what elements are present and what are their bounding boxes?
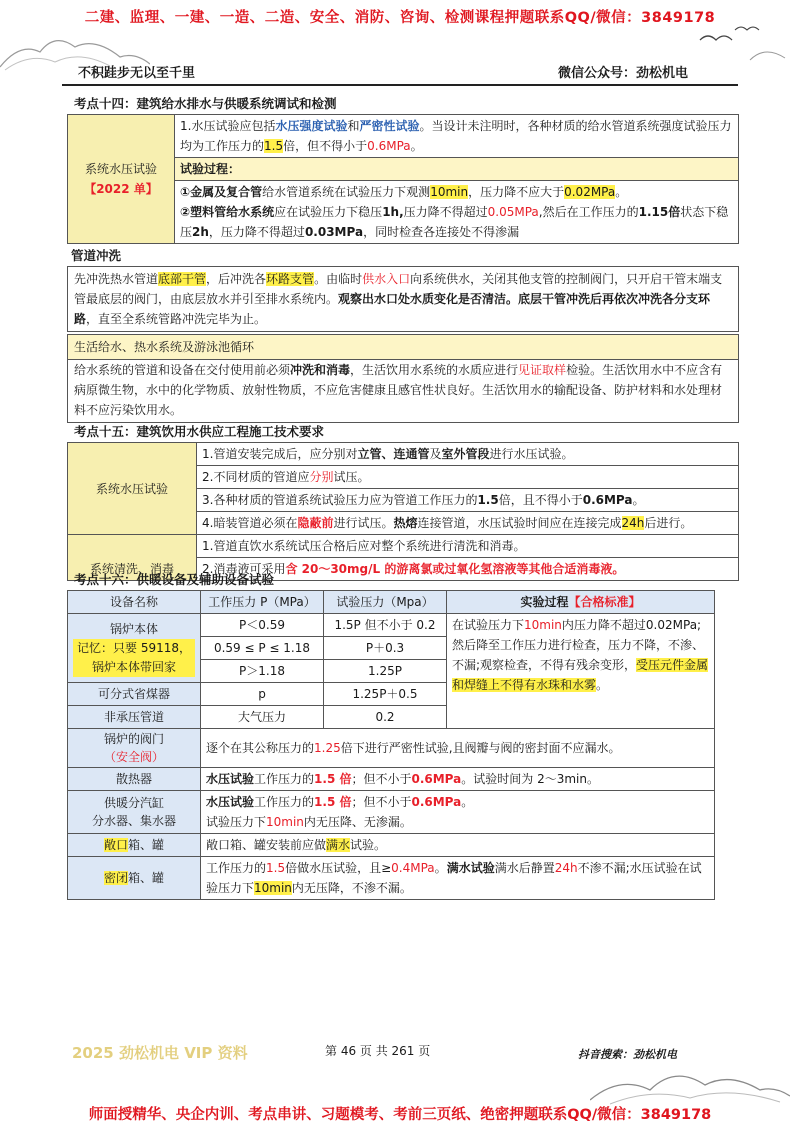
s16-valve-desc: 逐个在其公称压力的1.25倍下进行严密性试验,且阀瓣与阀的密封面不应漏水。 <box>201 729 715 768</box>
s16-boiler-p-1: P＜0.59 <box>201 614 324 637</box>
s16-boiler-process: 在试验压力下10min内压力降不超过0.02MPa;然后降至工作压力进行检查，压力不降，不渗、不漏;观察检查，不得有残余变形，受压元件金属和焊缝上不得有水珠和水雾。 <box>447 614 715 729</box>
s16-memo-line-2: 锅炉本体带回家 <box>73 658 195 677</box>
s14-process-body <box>175 181 739 244</box>
s14-year-tag: 【2022 单】 <box>84 182 158 196</box>
s16-open-tank-label: 敞口箱、罐 <box>68 834 201 857</box>
s14-life-title: 生活给水、热水系统及游泳池循环 <box>67 334 739 360</box>
s16-header-name: 设备名称 <box>68 591 201 614</box>
s14-life-box: 给水系统的管道和设备在交付使用前必须冲洗和消毒，生活饮用水系统的水质应进行见证取样检验。生活饮用水中不应含有病原微生物，水中的化学物质、放射性物质，不应危害健康且感官性状良好。生活饮用水的输配设备、防护材料和水处理材料不应污染饮用水。 <box>67 358 739 423</box>
s16-economizer-label: 可分式省煤器 <box>68 683 201 706</box>
s16-memo-line-1: 记忆：只要 59118， <box>73 639 195 658</box>
header-rule <box>62 84 738 86</box>
mountain-decoration-icon <box>590 1060 790 1105</box>
s15-row-3: 3.各种材质的管道系统试验压力应为管道工作压力的1.5倍，且不得小于0.6MPa。 <box>197 489 739 512</box>
s14-label: 系统水压试验 <box>84 162 157 176</box>
s16-sealed-tank-desc: 工作压力的1.5倍做水压试验，且≥0.4MPa。满水试验满水后静置24h不渗不漏;水压试验在试验压力下10min内无压降，不渗不漏。 <box>201 857 715 900</box>
section-15-title: 考点十五：建筑饮用水供应工程施工技术要求 <box>74 424 325 439</box>
s16-equipment-table <box>67 590 715 900</box>
section-16-title: 考点十六：供暖设备及辅助设备试验 <box>74 572 275 587</box>
s15-label-1: 系统水压试验 <box>68 443 197 535</box>
s16-nonpressure-label: 非承压管道 <box>68 706 201 729</box>
s16-sealed-tank-label: 密闭箱、罐 <box>68 857 201 900</box>
s16-header-work: 工作压力 P（MPa） <box>201 591 324 614</box>
s14-process-title: 试验过程： <box>175 158 739 181</box>
s14-flush-title: 管道冲洗 <box>71 248 122 263</box>
s16-valve-label: 锅炉的阀门 （安全阀） <box>68 729 201 768</box>
top-banner: 二建、监理、一建、一造、二造、安全、消防、咨询、检测课程押题联系QQ/微信：3849178 <box>84 10 716 26</box>
s16-nonpressure-t: 0.2 <box>324 706 447 729</box>
header-motto: 不积跬步无以至千里 <box>78 66 196 81</box>
bottom-banner: 师面授精华、央企内训、考点串讲、习题模考、考前三页纸、绝密押题联系QQ/微信：3849178 <box>88 1107 712 1123</box>
s15-table <box>67 442 739 581</box>
s16-radiator-desc: 水压试验工作压力的1.5 倍；但不小于0.6MPa。试验时间为 2～3min。 <box>201 768 715 791</box>
s15-clean-1: 1.管道直饮水系统试压合格后应对整个系统进行清洗和消毒。 <box>197 535 739 558</box>
section-14-title: 考点十四：建筑给水排水与供暖系统调试和检测 <box>74 96 337 111</box>
s14-process-step-2: ②塑料管给水系统应在试验压力下稳压1h,压力降不得超过0.05MPa,然后在工作压力的1.15倍状态下稳压2h，压力降不得超过0.03MPa，同时检查各连接处不得渗漏 <box>180 205 729 239</box>
s14-label-cell <box>68 115 175 244</box>
s16-boiler-cell <box>68 614 201 683</box>
s16-economizer-t: 1.25P＋0.5 <box>324 683 447 706</box>
s15-label-2: 系统清洗、消毒 <box>68 535 197 581</box>
s16-boiler-t-2: P＋0.3 <box>324 637 447 660</box>
s16-boiler-p-2: 0.59 ≤ P ≤ 1.18 <box>201 637 324 660</box>
s15-row-4: 4.暗装管道必须在隐蔽前进行试压。热熔连接管道，水压试验时间应在连接完成24h后进行。 <box>197 512 739 535</box>
footer-douyin: 抖音搜索：劲松机电 <box>578 1048 677 1061</box>
crane-decoration-icon <box>690 20 790 70</box>
s14-pressure-table <box>67 114 739 244</box>
s16-radiator-label: 散热器 <box>68 768 201 791</box>
footer-brand: 2025 劲松机电 VIP 资料 <box>72 1044 248 1062</box>
s16-nonpressure-p: 大气压力 <box>201 706 324 729</box>
s16-boiler-t-3: 1.25P <box>324 660 447 683</box>
header-wechat: 微信公众号：劲松机电 <box>557 66 688 81</box>
footer-page-number: 第 46 页 共 261 页 <box>325 1044 431 1058</box>
s16-cylinder-desc: 水压试验工作压力的1.5 倍；但不小于0.6MPa。 试验压力下10min内无压降、无渗漏。 <box>201 791 715 834</box>
s15-row-1: 1.管道安装完成后，应分别对立管、连通管及室外管段进行水压试验。 <box>197 443 739 466</box>
s16-open-tank-desc: 敞口箱、罐安装前应做满水试验。 <box>201 834 715 857</box>
s16-cylinder-label: 供暖分汽缸 分水器、集水器 <box>68 791 201 834</box>
s14-flush-box: 先冲洗热水管道底部干管，后冲洗各环路支管。由临时供水入口向系统供水，关闭其他支管的控制阀门，只开启干管末端支管最底层的阀门，由底层放水并引至排水系统内。观察出水口处水质变化是否清洁。底层干管冲洗后再依次冲洗各分支环路，直至全系统管路冲洗完毕为止。 <box>67 266 739 332</box>
s15-row-2: 2.不同材质的管道应分别试压。 <box>197 466 739 489</box>
s16-economizer-p: p <box>201 683 324 706</box>
s14-process-step-1: ①金属及复合管给水管道系统在试验压力下观测10min，压力降不应大于0.02MPa。 <box>180 185 628 199</box>
s16-header-row <box>68 591 715 614</box>
s16-boiler-t-1: 1.5P 但不小于 0.2 <box>324 614 447 637</box>
s14-para-1: 1.水压试验应包括水压强度试验和严密性试验。当设计未注明时，各种材质的给水管道系统强度试验压力均为工作压力的1.5倍，但不得小于0.6MPa。 <box>175 115 739 158</box>
s16-header-process: 实验过程【合格标准】 <box>447 591 715 614</box>
s15-clean-2: 2.消毒液可采用含 20～30mg/L 的游离氯或过氧化氢溶液等其他合适消毒液。 <box>197 558 739 581</box>
s16-boiler-p-3: P＞1.18 <box>201 660 324 683</box>
s16-boiler-label: 锅炉本体 <box>109 621 158 636</box>
s16-header-test: 试验压力（Mpa） <box>324 591 447 614</box>
